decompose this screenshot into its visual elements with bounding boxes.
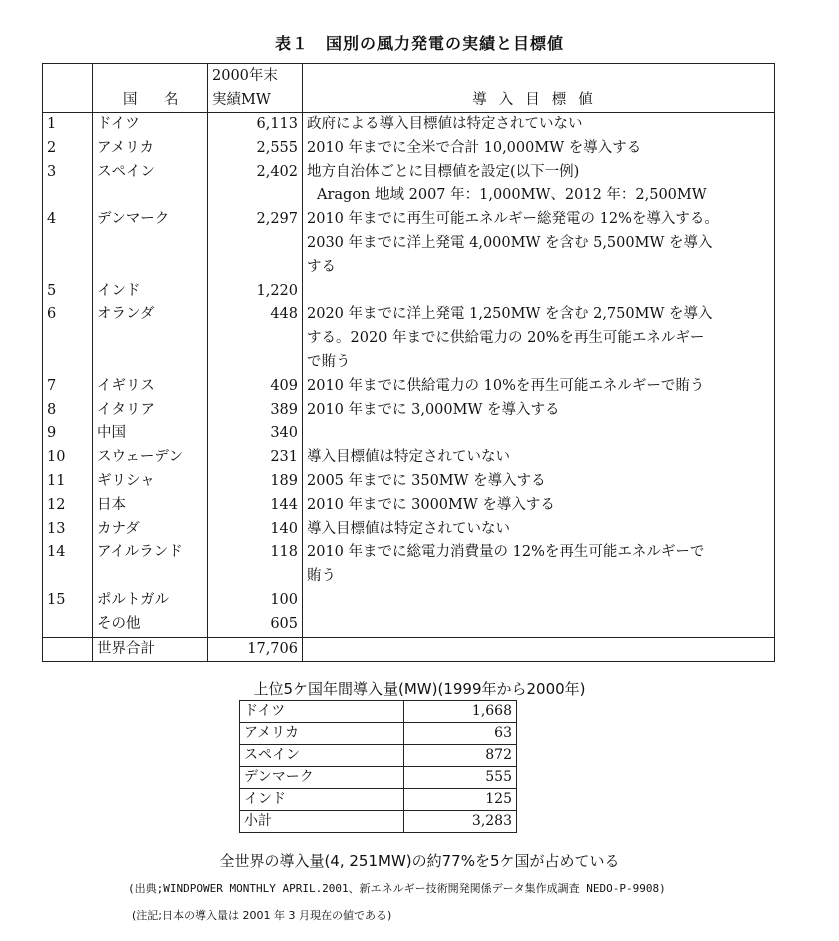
table-row — [43, 541, 775, 589]
row-actual-mw: 605 — [208, 613, 303, 637]
source-text: (出典;WINDPOWER MONTHLY APRIL.2001、新エネルギー技術開発関係データ集作成調査 NEDO-P-9908) — [128, 882, 666, 895]
table-row — [43, 113, 775, 137]
sub-row-country: デンマーク — [240, 767, 404, 789]
goal-line: 2010 年までに 3000MW を導入する — [307, 496, 555, 513]
table-row — [43, 137, 775, 161]
row-number — [43, 613, 93, 637]
row-number: 12 — [43, 494, 93, 518]
goal-line: 賄う — [307, 568, 336, 585]
row-country: 日本 — [93, 494, 208, 518]
sub-table-row — [240, 767, 517, 789]
goal-line: 政府による導入目標値は特定されていない — [307, 116, 583, 132]
goal-line: する。2020 年までに供給電力の 20%を再生可能エネルギー — [307, 330, 705, 347]
row-actual-mw: 144 — [208, 494, 303, 518]
summary-text: 全世界の導入量(4, 251MW)の約77%を5ケ国が占めている — [219, 852, 620, 870]
goal-line: 2005 年までに 350MW を導入する — [307, 472, 546, 489]
goal-line: 2010 年までに全米で合計 10,000MW を導入する — [307, 139, 642, 156]
row-actual-mw: 189 — [208, 470, 303, 494]
row-goal — [303, 422, 775, 446]
row-goal — [303, 208, 775, 279]
goal-line: 2010 年までに再生可能エネルギー総発電の 12%を導入する。 — [307, 211, 719, 228]
row-actual-mw: 2,297 — [208, 208, 303, 279]
sub-row-country: スペイン — [240, 745, 404, 767]
row-goal — [303, 399, 775, 423]
table-row — [43, 494, 775, 518]
row-number: 5 — [43, 280, 93, 304]
sub-row-value: 555 — [404, 767, 517, 789]
sub-row-country: アメリカ — [240, 723, 404, 745]
row-actual-mw: 140 — [208, 518, 303, 542]
goal-line: 2020 年までに洋上発電 1,250MW を含む 2,750MW を導入 — [307, 306, 713, 323]
row-actual-mw: 2,402 — [208, 161, 303, 209]
table-row — [43, 375, 775, 399]
header-actual-line1: 2000年末 — [208, 64, 303, 89]
sub-row-value: 3,283 — [404, 811, 517, 833]
row-country: ギリシャ — [93, 470, 208, 494]
sub-table-row — [240, 789, 517, 811]
total-label: 世界合計 — [93, 637, 208, 662]
sub-row-value: 125 — [404, 789, 517, 811]
table-row — [43, 422, 775, 446]
row-goal — [303, 446, 775, 470]
wind-power-table — [42, 63, 775, 662]
table-title: 表１ 国別の風力発電の実績と目標値 — [274, 34, 564, 53]
table-row — [43, 161, 775, 209]
row-goal — [303, 113, 775, 137]
goal-line: 2010 年までに 3,000MW を導入する — [307, 401, 560, 418]
row-actual-mw: 118 — [208, 541, 303, 589]
row-goal — [303, 303, 775, 374]
row-number: 6 — [43, 303, 93, 374]
note-text: (注記;日本の導入量は 2001 年 3 月現在の値である) — [132, 909, 392, 922]
row-actual-mw: 389 — [208, 399, 303, 423]
row-actual-mw: 6,113 — [208, 113, 303, 137]
row-actual-mw: 231 — [208, 446, 303, 470]
row-country: イギリス — [93, 375, 208, 399]
row-actual-mw: 1,220 — [208, 280, 303, 304]
row-goal — [303, 161, 775, 209]
table-row — [43, 470, 775, 494]
row-number: 7 — [43, 375, 93, 399]
row-goal — [303, 494, 775, 518]
sub-row-value: 63 — [404, 723, 517, 745]
row-goal — [303, 518, 775, 542]
sub-table-row — [240, 811, 517, 833]
goal-line: Aragon 地域 2007 年：1,000MW、2012 年：2,500MW — [317, 187, 707, 204]
goal-line: する — [307, 258, 336, 275]
table-row — [43, 446, 775, 470]
row-actual-mw: 340 — [208, 422, 303, 446]
row-country: アメリカ — [93, 137, 208, 161]
row-actual-mw: 100 — [208, 589, 303, 613]
top5-table — [239, 700, 517, 833]
table-row — [43, 589, 775, 613]
header-actual-line2: 実績MW — [208, 88, 303, 113]
goal-line: 2030 年までに洋上発電 4,000MW を含む 5,500MW を導入 — [307, 234, 713, 251]
row-number: 13 — [43, 518, 93, 542]
row-country: ポルトガル — [93, 589, 208, 613]
row-number: 14 — [43, 541, 93, 589]
row-country: 中国 — [93, 422, 208, 446]
row-country: カナダ — [93, 518, 208, 542]
sub-table-row — [240, 723, 517, 745]
sub-table-row — [240, 745, 517, 767]
total-goal-cell — [303, 637, 775, 662]
row-actual-mw: 448 — [208, 303, 303, 374]
sub-row-country: インド — [240, 789, 404, 811]
row-number: 1 — [43, 113, 93, 137]
row-number: 2 — [43, 137, 93, 161]
row-goal — [303, 589, 775, 613]
header-country: 国 名 — [93, 88, 208, 113]
sub-row-country: ドイツ — [240, 701, 404, 723]
row-goal — [303, 375, 775, 399]
row-goal — [303, 541, 775, 589]
goal-line: 2010 年までに供給電力の 10%を再生可能エネルギーで賄う — [307, 377, 705, 394]
total-row — [43, 637, 775, 662]
goal-line: で賄う — [307, 353, 351, 370]
table-row — [43, 399, 775, 423]
row-country: オランダ — [93, 303, 208, 374]
row-country: インド — [93, 280, 208, 304]
row-number: 9 — [43, 422, 93, 446]
header-row-1 — [43, 64, 775, 89]
row-country: イタリア — [93, 399, 208, 423]
row-goal — [303, 280, 775, 304]
row-goal — [303, 137, 775, 161]
sub-row-value: 1,668 — [404, 701, 517, 723]
row-goal — [303, 613, 775, 637]
goal-line: 導入目標値は特定されていない — [307, 520, 510, 537]
row-actual-mw: 2,555 — [208, 137, 303, 161]
sub-row-value: 872 — [404, 745, 517, 767]
row-number: 3 — [43, 161, 93, 209]
row-number: 4 — [43, 208, 93, 279]
row-number: 11 — [43, 470, 93, 494]
goal-line: 地方自治体ごとに目標値を設定(以下一例) — [307, 163, 580, 180]
row-number: 15 — [43, 589, 93, 613]
row-number: 8 — [43, 399, 93, 423]
table-row — [43, 280, 775, 304]
table-row — [43, 208, 775, 279]
sub-table-title: 上位5ケ国年間導入量(MW)(1999年から2000年) — [253, 680, 586, 698]
table-row — [43, 613, 775, 637]
row-country: アイルランド — [93, 541, 208, 589]
header-row-2 — [43, 88, 775, 113]
total-number-cell — [43, 637, 93, 662]
goal-line: 導入目標値は特定されていない — [307, 449, 510, 466]
row-country: その他 — [93, 613, 208, 637]
row-country: スペイン — [93, 161, 208, 209]
sub-table-row — [240, 701, 517, 723]
sub-row-country: 小計 — [240, 811, 404, 833]
row-goal — [303, 470, 775, 494]
table-row — [43, 518, 775, 542]
table-row — [43, 303, 775, 374]
goal-line: 2010 年までに総電力消費量の 12%を再生可能エネルギーで — [307, 544, 705, 561]
row-country: ドイツ — [93, 113, 208, 137]
row-number: 10 — [43, 446, 93, 470]
row-country: デンマーク — [93, 208, 208, 279]
header-goal: 導入目標値 — [303, 88, 775, 113]
row-actual-mw: 409 — [208, 375, 303, 399]
total-value: 17,706 — [208, 637, 303, 662]
row-country: スウェーデン — [93, 446, 208, 470]
